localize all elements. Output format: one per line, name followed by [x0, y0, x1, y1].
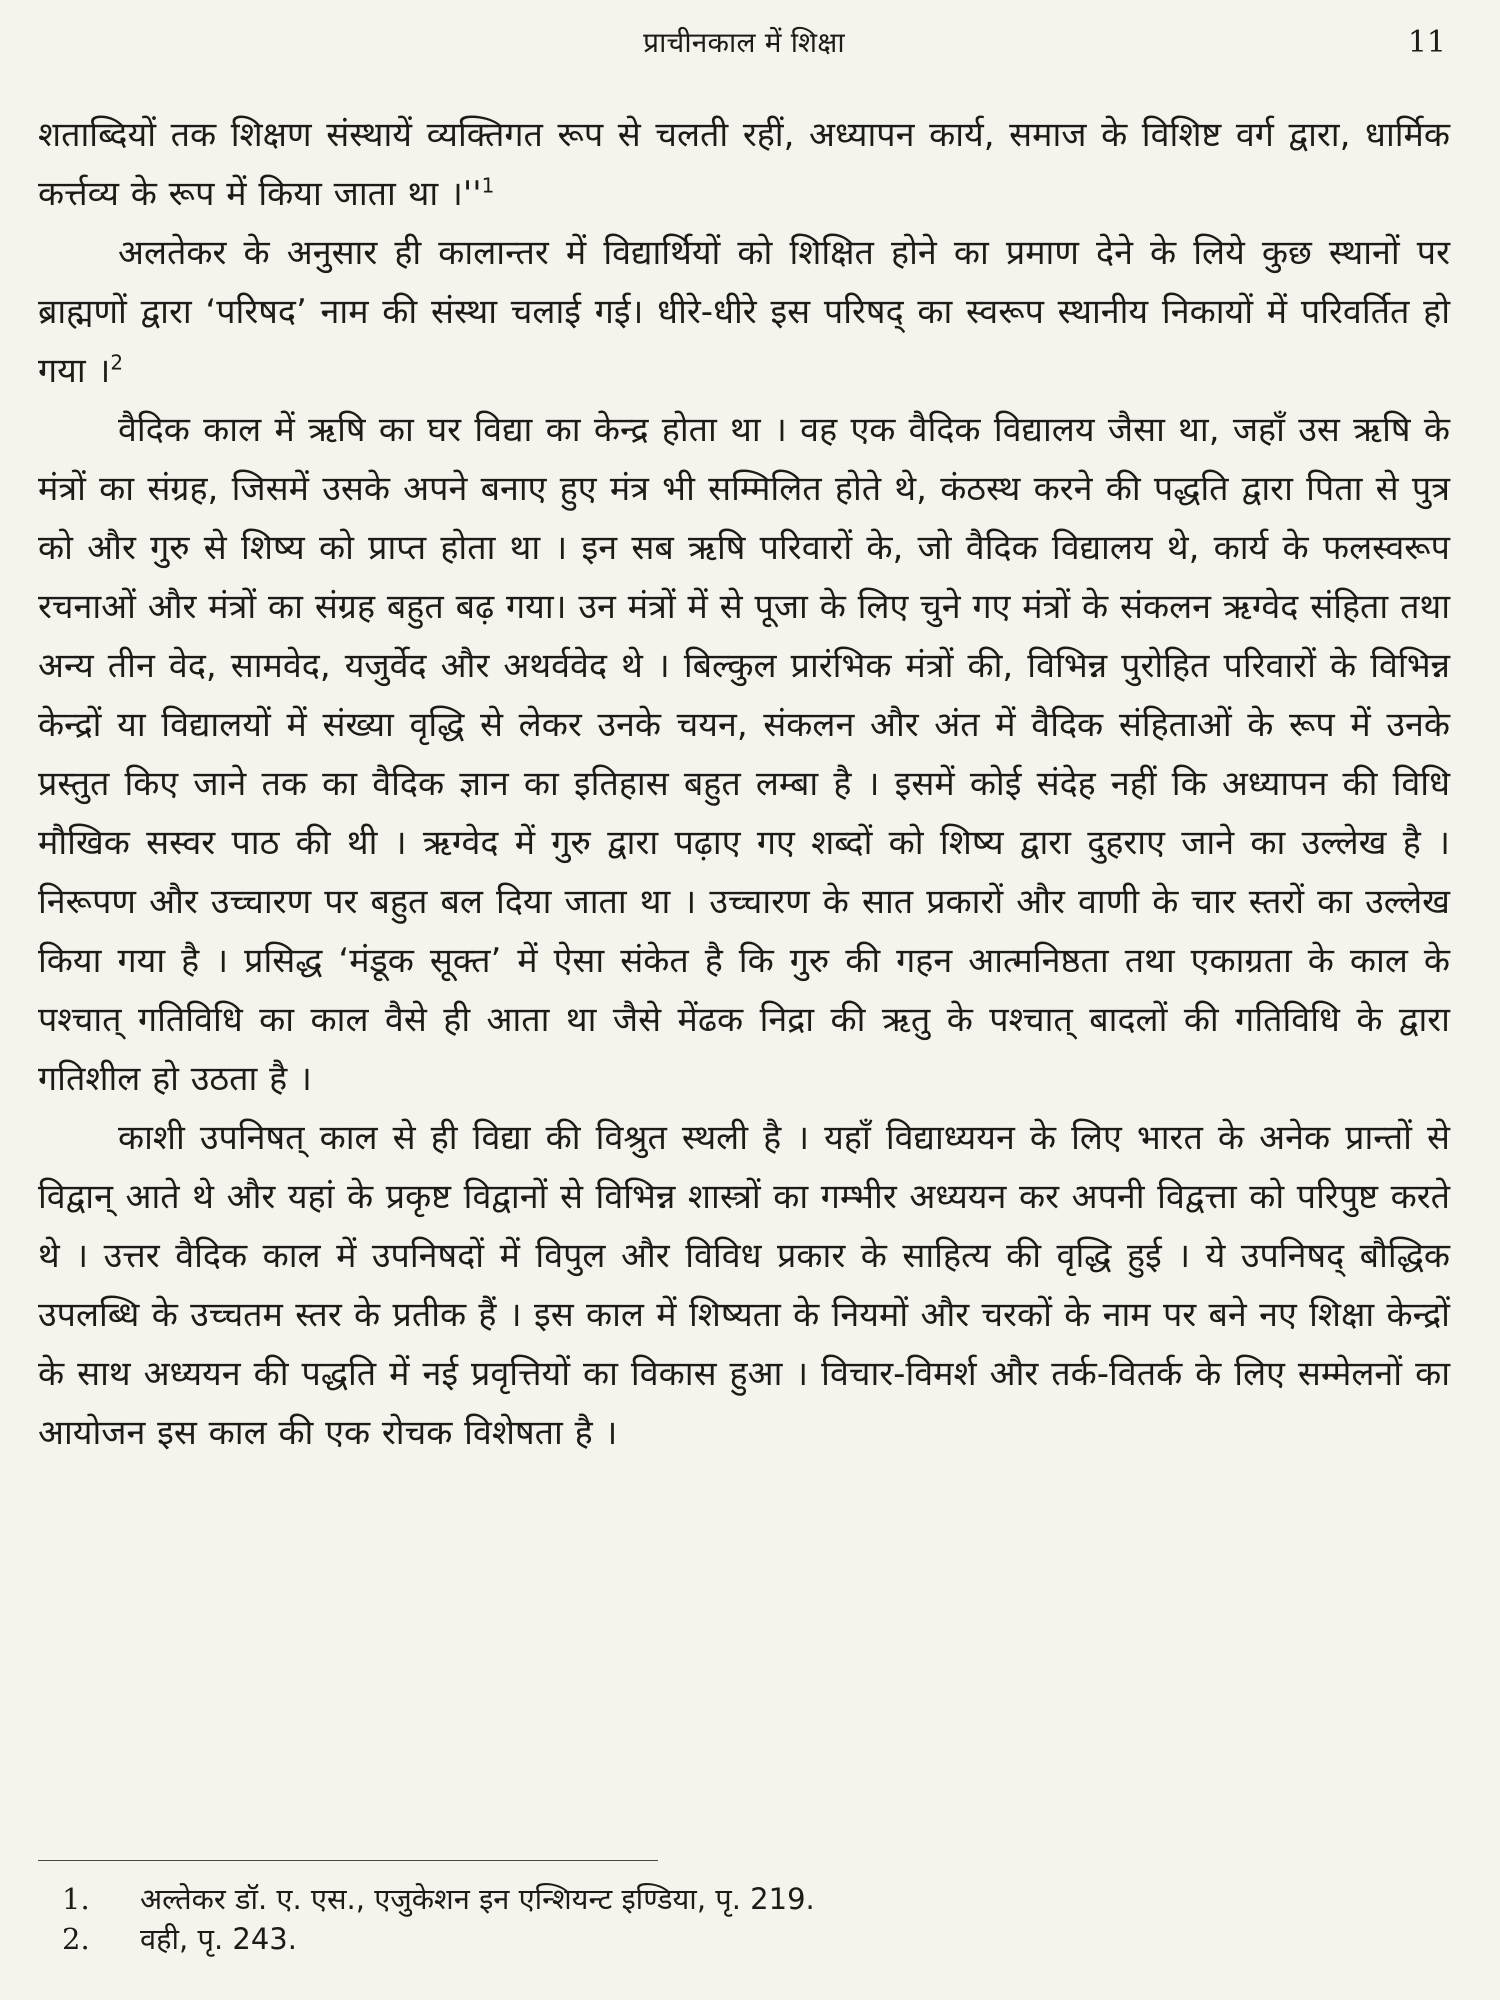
- footnote-1: [38, 1879, 1450, 1919]
- footnote-marker-1: 1: [481, 173, 495, 198]
- paragraph-text: शताब्दियों तक शिक्षण संस्थायें व्यक्तिगत रूप से चलती रहीं, अध्यापन कार्य, समाज के विशिष्ट वर्ग द्वारा, धार्मिक कर्त्तव्य के रूप में किया जाता था ।'': [38, 115, 1450, 214]
- footnote-number: 1.: [62, 1882, 90, 1916]
- paragraph-4: [38, 1109, 1450, 1463]
- main-text: [38, 106, 1450, 1463]
- chapter-title: प्राचीनकाल में शिक्षा: [643, 26, 845, 59]
- paragraph-2: [38, 224, 1450, 401]
- paragraph-text: काशी उपनिषत् काल से ही विद्या की विश्रुत स्थली है । यहाँ विद्याध्ययन के लिए भारत के अनेक प्रान्तों से विद्वान् आते थे और यहां के प्रकृष्ट विद्वानों से विभिन्न शास्त्रों का गम्भीर अध्ययन कर अपनी विद्वत्ता को परिपुष्ट करते थे । उत्तर वैदिक काल में उपनिषदों में विपुल और विविध प्रकार के साहित्य की वृद्धि हुई । ये उपनिषद् बौद्धिक उपलब्धि के उच्चतम स्तर के प्रतीक हैं । इस काल में शिष्यता के नियमों और चरकों के नाम पर बने नए शिक्षा केन्द्रों के साथ अध्ययन की पद्धति में नई प्रवृत्तियों का विकास हुआ । विचार-विमर्श और तर्क-वितर्क के लिए सम्मेलनों का आयोजन इस काल की एक रोचक विशेषता है ।: [38, 1118, 1450, 1453]
- footnotes: [38, 1860, 1450, 1959]
- paragraph-text: अलतेकर के अनुसार ही कालान्तर में विद्यार्थियों को शिक्षित होने का प्रमाण देने के लिये कुछ स्थानों पर ब्राह्मणों द्वारा ‘परिषद’ नाम की संस्था चलाई गई। धीरे-धीरे इस परिषद् का स्वरूप स्थानीय निकायों में परिवर्तित हो गया ।: [38, 233, 1450, 391]
- footnote-2: [38, 1919, 1450, 1959]
- paragraph-3: [38, 401, 1450, 1109]
- footnote-text: अल्तेकर डॉ. ए. एस., एजुकेशन इन एन्शियन्ट इण्डिया, पृ. 219.: [140, 1882, 815, 1916]
- paragraph-1: [38, 106, 1450, 224]
- footnote-divider: [38, 1860, 658, 1861]
- footnote-marker-2: 2: [110, 350, 124, 375]
- running-header: [38, 18, 1450, 74]
- footnote-text: वही, पृ. 243.: [140, 1922, 297, 1956]
- footnote-number: 2.: [62, 1922, 90, 1956]
- page-number: 11: [1407, 25, 1446, 60]
- paragraph-text: वैदिक काल में ऋषि का घर विद्या का केन्द्र होता था । वह एक वैदिक विद्यालय जैसा था, जहाँ उस ऋषि के मंत्रों का संग्रह, जिसमें उसके अपने बनाए हुए मंत्र भी सम्मिलित होते थे, कंठस्थ करने की पद्धति द्वारा पिता से पुत्र को और गुरु से शिष्य को प्राप्त होता था । इन सब ऋषि परिवारों के, जो वैदिक विद्यालय थे, कार्य के फलस्वरूप रचनाओं और मंत्रों का संग्रह बहुत बढ़ गया। उन मंत्रों में से पूजा के लिए चुने गए मंत्रों के संकलन ऋग्वेद संहिता तथा अन्य तीन वेद, सामवेद, यजुर्वेद और अथर्ववेद थे । बिल्कुल प्रारंभिक मंत्रों की, विभिन्न पुरोहित परिवारों के विभिन्न केन्द्रों या विद्यालयों में संख्या वृद्धि से लेकर उनके चयन, संकलन और अंत में वैदिक संहिताओं के रूप में उनके प्रस्तुत किए जाने तक का वैदिक ज्ञान का इतिहास बहुत लम्बा है । इसमें कोई संदेह नहीं कि अध्यापन की विधि मौखिक सस्वर पाठ की थी । ऋग्वेद में गुरु द्वारा पढ़ाए गए शब्दों को शिष्य द्वारा दुहराए जाने का उल्लेख है । निरूपण और उच्चारण पर बहुत बल दिया जाता था । उच्चारण के सात प्रकारों और वाणी के चार स्तरों का उल्लेख किया गया है । प्रसिद्ध ‘मंडूक सूक्त’ में ऐसा संकेत है कि गुरु की गहन आत्मनिष्ठता तथा एकाग्रता के काल के पश्चात् गतिविधि का काल वैसे ही आता था जैसे मेंढक निद्रा की ऋतु के पश्चात् बादलों की गतिविधि के द्वारा गतिशील हो उठता है ।: [38, 410, 1450, 1099]
